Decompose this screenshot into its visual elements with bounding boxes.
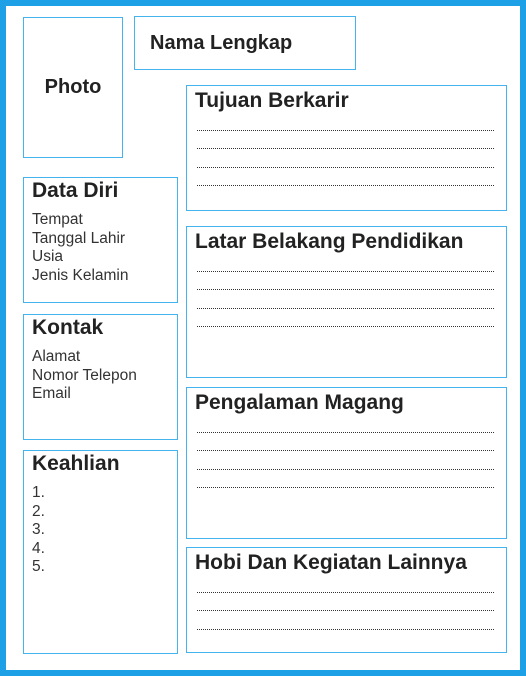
dotted-line (197, 470, 494, 489)
hobbies-lines (197, 574, 494, 630)
personal-data-box (23, 177, 178, 303)
list-item: Jenis Kelamin (32, 266, 129, 284)
skills-title: Keahlian (32, 452, 120, 475)
dotted-line (197, 168, 494, 187)
personal-data-list (32, 211, 129, 285)
full-name-box (134, 16, 356, 70)
dotted-line (197, 574, 494, 593)
dotted-line (197, 593, 494, 612)
list-item: 3. (32, 521, 45, 538)
education-title: Latar Belakang Pendidikan (195, 230, 464, 253)
education-lines (197, 253, 494, 327)
list-item: Nomor Telepon (32, 366, 137, 384)
contact-list (32, 348, 137, 404)
dotted-line (197, 290, 494, 309)
dotted-line (197, 131, 494, 150)
hobbies-title: Hobi Dan Kegiatan Lainnya (195, 551, 467, 574)
dotted-line (197, 611, 494, 630)
list-item: Tanggal Lahir (32, 229, 126, 247)
dotted-line (197, 309, 494, 328)
internship-title: Pengalaman Magang (195, 391, 404, 414)
career-objective-lines (197, 112, 494, 186)
personal-data-title: Data Diri (32, 179, 119, 202)
dotted-line (197, 414, 494, 433)
dotted-line (197, 112, 494, 131)
full-name-label: Nama Lengkap (150, 31, 293, 54)
list-item: 5. (32, 558, 45, 575)
dotted-line (197, 253, 494, 272)
dotted-line (197, 272, 494, 291)
list-item: 4. (32, 539, 45, 557)
hobbies-box (186, 547, 507, 653)
list-item: Tempat (32, 211, 83, 228)
dotted-line (197, 433, 494, 452)
dotted-line (197, 451, 494, 470)
photo-label: Photo (44, 76, 102, 98)
career-objective-box (186, 85, 507, 211)
skills-box (23, 450, 178, 654)
internship-box (186, 387, 507, 539)
photo-box (23, 17, 123, 158)
list-item: Email (32, 385, 71, 402)
contact-box (23, 314, 178, 440)
internship-lines (197, 414, 494, 488)
education-box (186, 226, 507, 378)
list-item: Alamat (32, 348, 81, 365)
list-item: 1. (32, 484, 45, 501)
list-item: 2. (32, 502, 45, 520)
skills-list (32, 484, 45, 577)
contact-title: Kontak (32, 316, 104, 339)
dotted-line (197, 149, 494, 168)
career-objective-title: Tujuan Berkarir (195, 89, 349, 112)
list-item: Usia (32, 248, 64, 265)
